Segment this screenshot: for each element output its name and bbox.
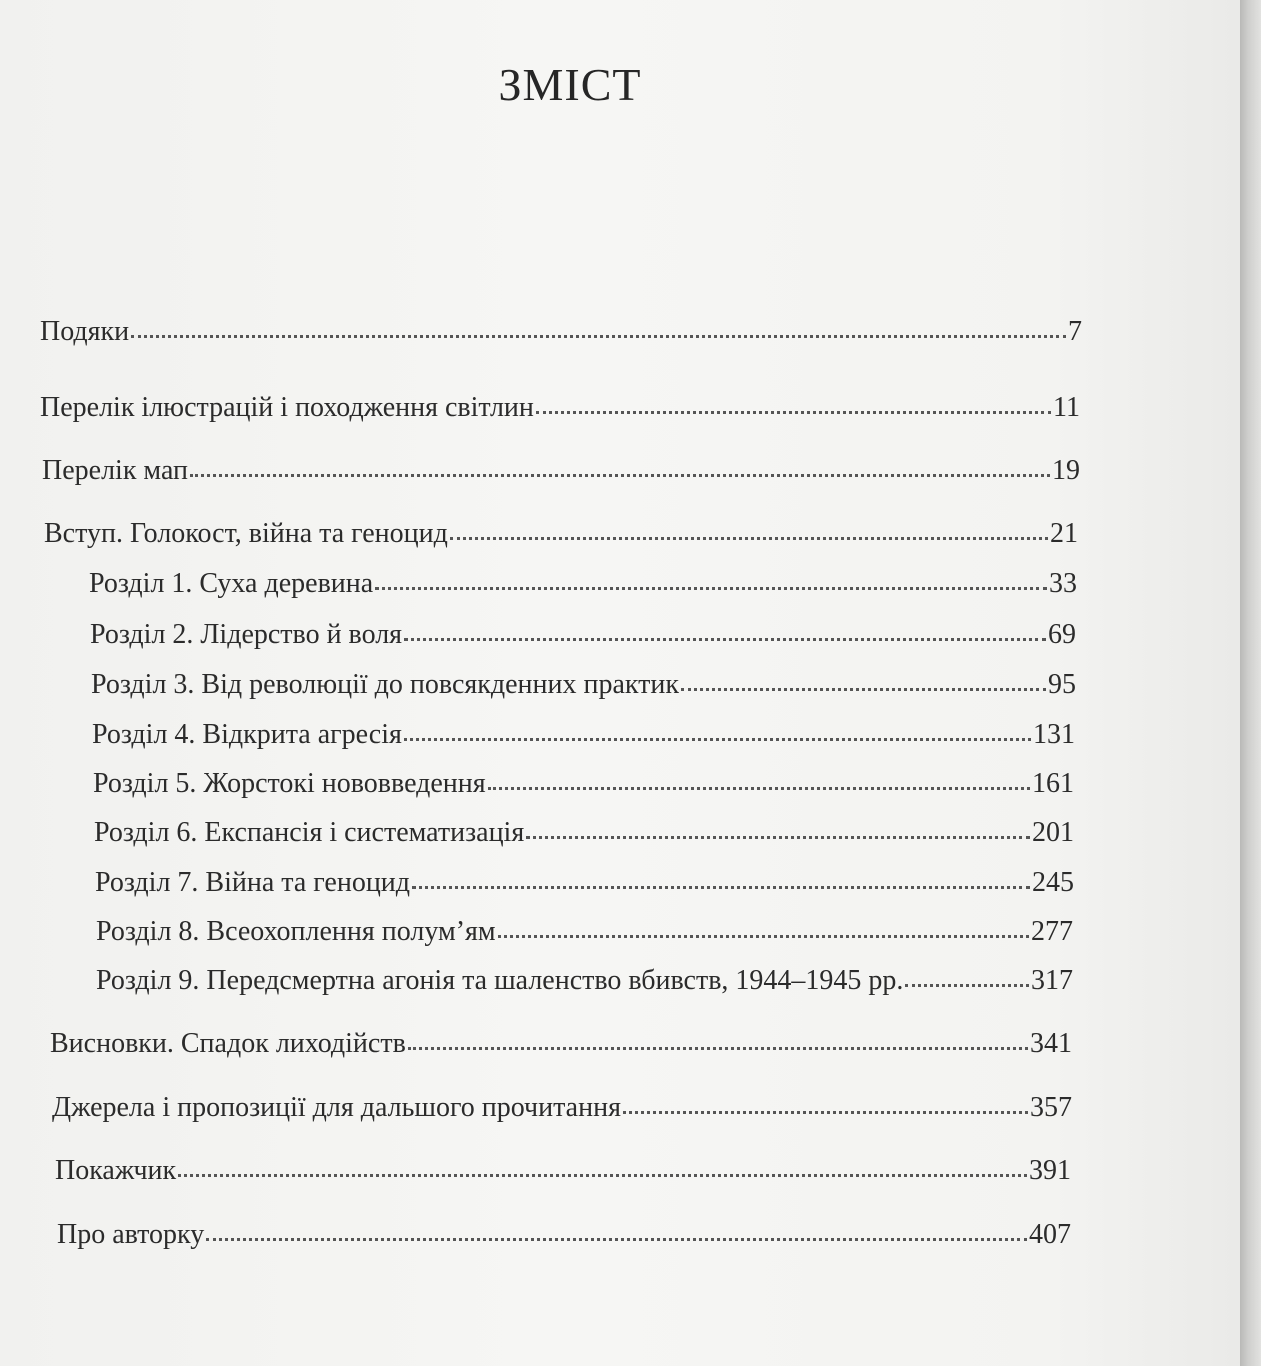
dot-leader <box>488 785 1030 790</box>
dot-leader <box>408 1045 1028 1050</box>
toc-entry <box>50 1026 1072 1062</box>
toc-entry-page: 357 <box>1030 1092 1072 1123</box>
toc-entry-label: Джерела і пропозиції для дальшого прочитання <box>52 1092 621 1123</box>
dot-leader <box>404 636 1046 641</box>
toc-entry-label: Перелік ілюстрацій і походження світлин <box>40 392 534 423</box>
dot-leader <box>404 736 1031 741</box>
toc-entry-label: Покажчик <box>55 1155 177 1186</box>
page-title: ЗМІСТ <box>498 59 642 110</box>
toc-entry <box>57 1217 1071 1253</box>
dot-leader <box>206 1236 1027 1241</box>
toc-entry <box>40 314 1082 350</box>
dot-leader <box>178 1172 1027 1177</box>
dot-leader <box>190 472 1050 477</box>
toc-entry-label: Розділ 1. Суха деревина <box>89 568 374 599</box>
toc-entry <box>92 717 1075 753</box>
dot-leader <box>131 333 1066 338</box>
toc-entry <box>91 667 1076 703</box>
toc-entry <box>95 865 1074 901</box>
toc-entry-label: Про авторку <box>57 1219 205 1250</box>
toc-entry-page: 69 <box>1048 619 1076 650</box>
dot-leader <box>623 1109 1028 1114</box>
toc-entry-label: Розділ 7. Війна та геноцид <box>95 867 411 898</box>
toc-entry <box>96 914 1073 950</box>
page-edge <box>1240 0 1261 1366</box>
toc-entry <box>89 566 1077 602</box>
toc-entry <box>44 516 1078 552</box>
toc-entry-page: 11 <box>1053 392 1080 423</box>
toc-entry-label: Вступ. Голокост, війна та геноцид <box>44 518 448 549</box>
dot-leader <box>526 834 1030 839</box>
toc-entry <box>52 1090 1072 1126</box>
toc-entry <box>90 617 1076 653</box>
toc-entry-page: 277 <box>1031 916 1073 947</box>
toc-entry-page: 131 <box>1033 719 1075 750</box>
toc-entry-label: Розділ 2. Лідерство й воля <box>90 619 403 650</box>
toc-entry-page: 7 <box>1068 316 1082 347</box>
dot-leader <box>412 884 1030 889</box>
toc-entry-label: Розділ 4. Відкрита агресія <box>92 719 402 750</box>
toc-entry-label: Висновки. Спадок лиходійств <box>50 1028 406 1059</box>
toc-entry-label: Розділ 5. Жорстокі нововведення <box>93 768 486 799</box>
dot-leader <box>498 933 1029 938</box>
toc-entry-page: 391 <box>1029 1155 1071 1186</box>
toc-entry-page: 201 <box>1032 817 1074 848</box>
dot-leader <box>905 982 1029 987</box>
toc-entry <box>55 1153 1071 1189</box>
toc-entry-page: 407 <box>1029 1219 1071 1250</box>
toc-entry <box>40 390 1080 426</box>
toc-entry <box>96 963 1073 999</box>
toc-entry-page: 161 <box>1032 768 1074 799</box>
toc-entry-page: 95 <box>1048 669 1076 700</box>
dot-leader <box>375 585 1047 590</box>
toc-entry-page: 341 <box>1030 1028 1072 1059</box>
toc-entry-page: 317 <box>1031 965 1073 996</box>
toc-entry <box>94 815 1074 851</box>
toc-entry-page: 245 <box>1032 867 1074 898</box>
dot-leader <box>536 409 1051 414</box>
toc-entry <box>93 766 1074 802</box>
toc-entry-label: Розділ 3. Від революції до повсякденних практик <box>91 669 679 700</box>
toc-entry-page: 33 <box>1049 568 1077 599</box>
toc-entry-label: Розділ 9. Передсмертна агонія та шаленство вбивств, 1944–1945 рр. <box>96 965 904 996</box>
toc-entry-page: 19 <box>1052 455 1080 486</box>
toc-entry-label: Розділ 6. Експансія і систематизація <box>94 817 525 848</box>
toc-entry-page: 21 <box>1050 518 1078 549</box>
toc-entry-label: Розділ 8. Всеохоплення полум’ям <box>96 916 496 947</box>
dot-leader <box>681 686 1046 691</box>
toc-entry-label: Подяки <box>40 316 130 347</box>
dot-leader <box>450 535 1048 540</box>
toc-entry-label: Перелік мап <box>42 455 189 486</box>
toc-entry <box>42 453 1080 489</box>
